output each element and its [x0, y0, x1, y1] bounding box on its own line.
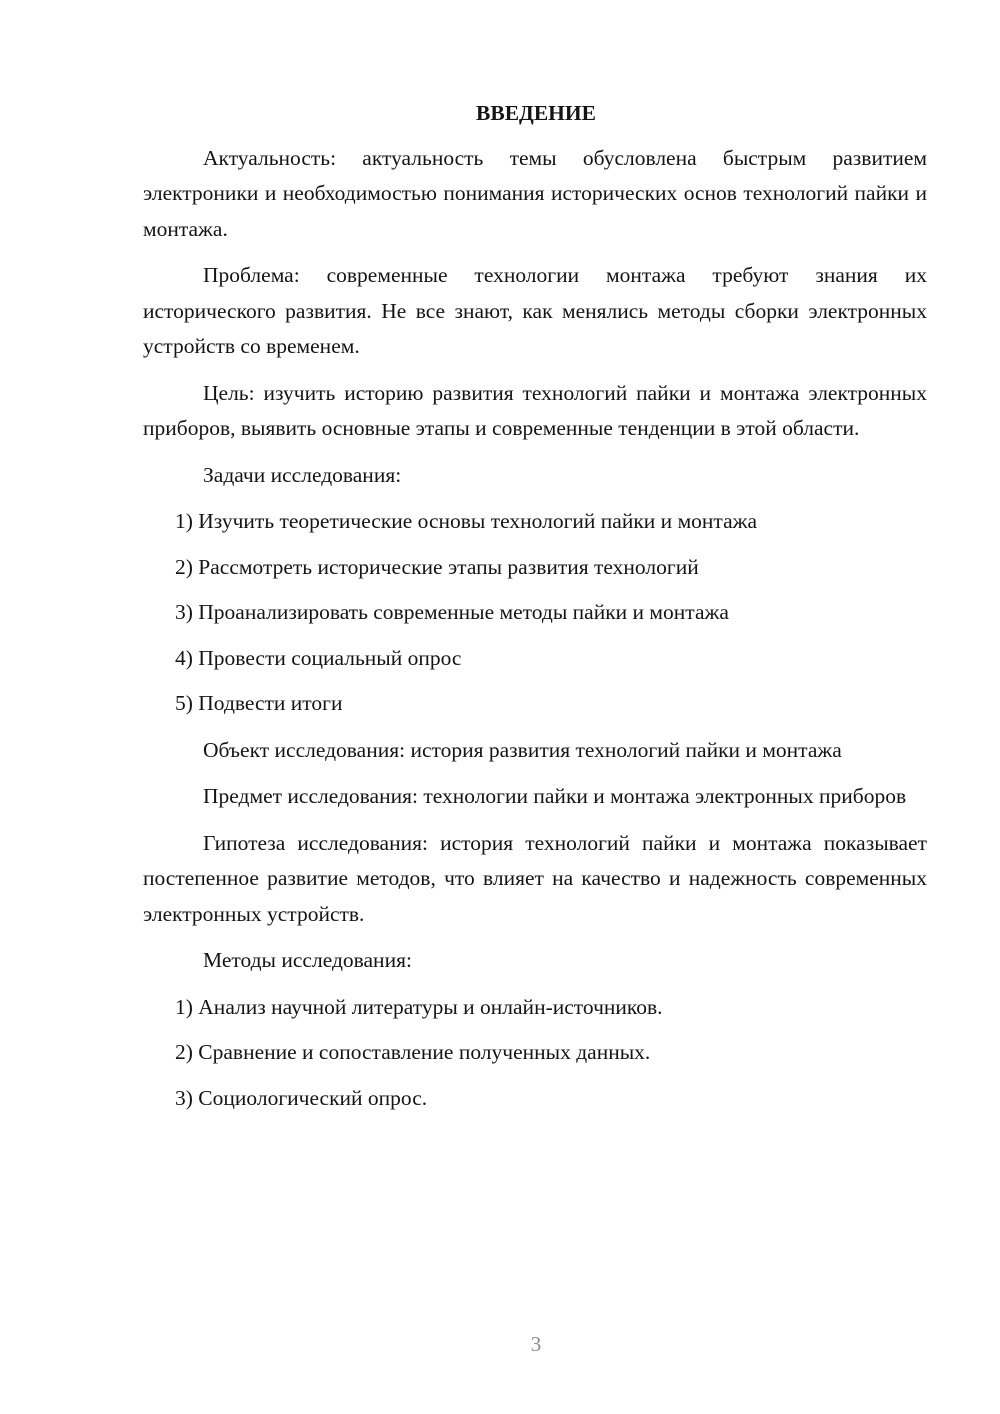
tasks-heading: Задачи исследования:	[203, 462, 402, 487]
list-item: 3) Социологический опрос.	[175, 1085, 428, 1110]
methods-list	[143, 990, 927, 1117]
list-item: 2) Сравнение и сопоставление полученных данных.	[175, 1040, 651, 1064]
section-title: ВВЕДЕНИЕ	[476, 101, 596, 125]
list-item: 5) Подвести итоги	[175, 691, 343, 715]
object-paragraph: Объект исследования: история развития технологий пайки и монтажа	[203, 737, 842, 762]
relevance-paragraph: Актуальность: актуальность темы обусловлена быстрым развитием электроники и необходимостью понимания исторических основ технологий пайки и монтажа.	[143, 145, 927, 241]
problem-paragraph: Проблема: современные технологии монтажа требуют знания их исторического развития. Не все знают, как менялись методы сборки электронных устройств со временем.	[143, 263, 927, 358]
tasks-list	[143, 504, 927, 722]
list-item: 2) Рассмотреть исторические этапы развития технологий	[175, 554, 699, 579]
list-item: 1) Анализ научной литературы и онлайн-источников.	[175, 994, 663, 1019]
list-item: 4) Провести социальный опрос	[175, 645, 462, 670]
methods-heading: Методы исследования:	[203, 948, 412, 972]
document-page	[143, 96, 927, 1126]
list-item: 1) Изучить теоретические основы технологий пайки и монтажа	[175, 509, 758, 533]
subject-paragraph: Предмет исследования: технологии пайки и монтажа электронных приборов	[203, 784, 907, 808]
goal-paragraph: Цель: изучить историю развития технологий пайки и монтажа электронных приборов, выявить основные этапы и современные тенденции в этой области.	[143, 380, 927, 440]
hypothesis-paragraph: Гипотеза исследования: история технологий пайки и монтажа показывает постепенное развитие методов, что влияет на качество и надежность современных электронных устройств.	[143, 830, 927, 926]
list-item: 3) Проанализировать современные методы пайки и монтажа	[175, 600, 729, 624]
page-number: 3	[530, 1332, 542, 1356]
